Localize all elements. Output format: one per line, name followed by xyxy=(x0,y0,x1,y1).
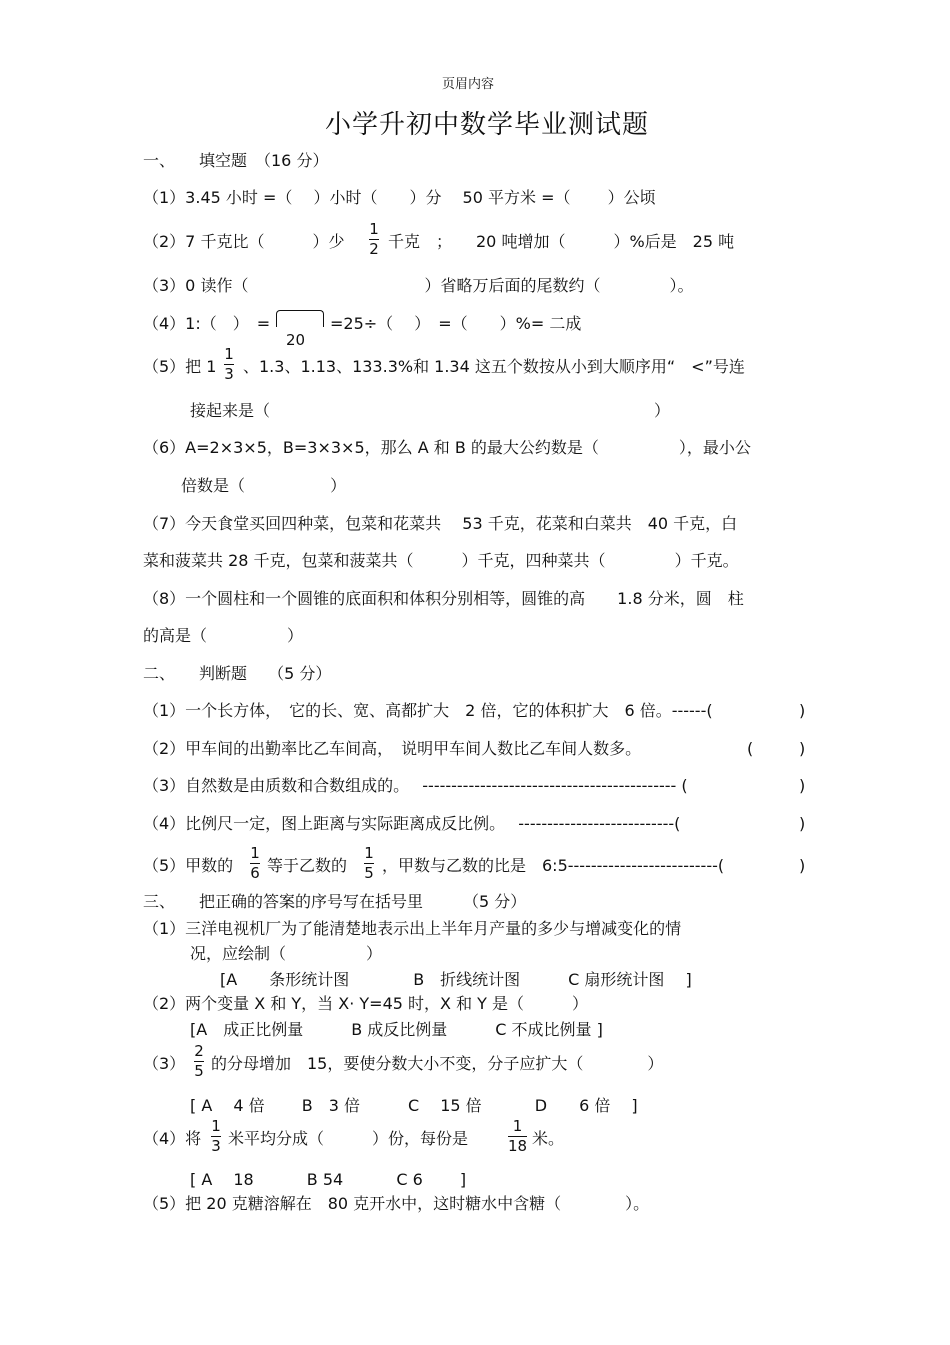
fraction-numerator: 1 xyxy=(364,844,374,862)
section3-heading: 三、 把正确的答案的序号写在括号里 （5 分） xyxy=(143,892,527,911)
s3-q3-options: [ A 4 倍 B 3 倍 C 15 倍 D 6 倍 ] xyxy=(190,1096,638,1115)
s3-q4-fraction-2 xyxy=(508,1118,527,1155)
s2-q5-fraction-2 xyxy=(364,845,374,882)
s2-q1-close-paren: ) xyxy=(799,701,806,720)
s1-question-2b: 千克 ； 20 吨增加（ ）%后是 25 吨 xyxy=(388,232,735,251)
s3-q3-fraction xyxy=(194,1043,204,1080)
s3-question-1a: （1）三洋电视机厂为了能清楚地表示出上半年月产量的多少与增减变化的情 xyxy=(143,919,682,938)
s3-question-4c: 米。 xyxy=(532,1129,565,1148)
s1-q2-fraction xyxy=(369,221,379,258)
fraction-numerator: 1 xyxy=(224,345,234,363)
fraction-denominator: 3 xyxy=(211,1137,221,1155)
s1-question-4b: =25÷（ ） =（ ）%= 二成 xyxy=(330,314,582,333)
s2-q5-fraction-1 xyxy=(250,845,260,882)
s3-q1-options: [A 条形统计图 B 折线统计图 C 扇形统计图 ] xyxy=(220,970,692,989)
page-title: 小学升初中数学毕业测试题 xyxy=(325,110,650,140)
s1-question-7b: 菜和菠菜共 28 千克，包菜和菠菜共（ ）千克，四种菜共（ ）千克。 xyxy=(143,551,739,570)
s1-question-5c: 接起来是（ ） xyxy=(190,401,671,420)
fraction-denominator: 5 xyxy=(364,864,374,882)
s2-q4-close-paren: ) xyxy=(799,814,806,833)
s1-question-6b: 倍数是（ ） xyxy=(181,476,347,495)
s3-q4-options: [ A 18 B 54 C 6 ] xyxy=(190,1170,467,1189)
fraction-denominator: 2 xyxy=(369,240,379,258)
s3-question-5: （5）把 20 克糖溶解在 80 克开水中，这时糖水中含糖（ ）。 xyxy=(143,1194,650,1213)
s1-question-7a: （7）今天食堂买回四种菜，包菜和花菜共 53 千克，花菜和白菜共 40 千克，白 xyxy=(143,514,738,533)
s1-question-6a: （6）A=2×3×5，B=3×3×5，那么 A 和 B 的最大公约数是（ ），最小公 xyxy=(143,438,751,457)
fraction-denominator: 6 xyxy=(250,864,260,882)
s1-question-4a: （4）1:（ ） = xyxy=(143,314,271,333)
s2-q3-close-paren: ) xyxy=(799,776,806,795)
s2-question-4: （4）比例尺一定，图上距离与实际距离成反比例。 ---------------------------( xyxy=(143,814,681,833)
fraction-denominator: 18 xyxy=(508,1137,528,1155)
s1-q4-blank-numerator xyxy=(276,310,324,327)
s3-question-4b: 米平均分成（ ）份，每份是 xyxy=(228,1129,469,1148)
fraction-denominator: 3 xyxy=(224,365,234,383)
s3-q2-options: [A 成正比例量 B 成反比例量 C 不成比例量 ] xyxy=(190,1020,603,1039)
s1-question-8b: 的高是（ ） xyxy=(143,626,304,645)
s3-question-3b: 的分母增加 15，要使分数大小不变，分子应扩大（ ） xyxy=(211,1054,664,1073)
s1-q4-denominator: 20 xyxy=(286,331,306,349)
s3-question-2: （2）两个变量 X 和 Y，当 X· Y=45 时，X 和 Y 是（ ） xyxy=(143,994,589,1013)
s1-question-8a: （8）一个圆柱和一个圆锥的底面积和体积分别相等，圆锥的高 1.8 分米，圆 柱 xyxy=(143,589,744,608)
s2-q5-close-paren: ) xyxy=(799,856,806,875)
s1-question-2a: （2）7 千克比（ ）少 xyxy=(143,232,345,251)
s3-q4-fraction-1 xyxy=(211,1118,221,1155)
s2-q2-open-paren: ( xyxy=(747,739,754,758)
s2-q2-close-paren: ) xyxy=(799,739,806,758)
s2-question-3: （3）自然数是由质数和合数组成的。 -------------------------------------------- ( xyxy=(143,776,688,795)
s1-question-1: （1）3.45 小时 =（ ）小时（ ）分 50 平方米 =（ ）公顷 xyxy=(143,188,656,207)
s2-question-5a: （5）甲数的 xyxy=(143,856,234,875)
s3-question-3a: （3） xyxy=(143,1054,186,1073)
s1-question-3: （3）0 读作（ ）省略万后面的尾数约（ ）。 xyxy=(143,276,694,295)
fraction-numerator: 1 xyxy=(250,844,260,862)
s1-q5-fraction xyxy=(224,346,234,383)
fraction-denominator: 5 xyxy=(194,1062,204,1080)
s2-question-5c: ，甲数与乙数的比是 6:5--------------------------( xyxy=(382,856,725,875)
s3-question-4a: （4）将 xyxy=(143,1129,202,1148)
s2-question-5b: 等于乙数的 xyxy=(267,856,348,875)
section1-heading: 一、 填空题 （16 分） xyxy=(143,151,329,170)
s2-question-1: （1）一个长方体， 它的长、宽、高都扩大 2 倍，它的体积扩大 6 倍。------( xyxy=(143,701,713,720)
s1-question-5b: 、1.3、1.13、133.3%和 1.34 这五个数按从小到大顺序用“ <”号连 xyxy=(243,357,745,376)
fraction-numerator: 1 xyxy=(369,220,379,238)
fraction-numerator: 2 xyxy=(194,1042,204,1060)
s1-question-5a: （5）把 1 xyxy=(143,357,217,376)
section2-heading: 二、 判断题 （5 分） xyxy=(143,664,332,683)
s3-question-1b: 况，应绘制（ ） xyxy=(190,944,383,963)
s2-question-2: （2）甲车间的出勤率比乙车间高， 说明甲车间人数比乙车间人数多。 xyxy=(143,739,642,758)
fraction-numerator: 1 xyxy=(211,1117,221,1135)
page-header: 页眉内容 xyxy=(442,77,495,92)
fraction-numerator: 1 xyxy=(512,1117,523,1135)
